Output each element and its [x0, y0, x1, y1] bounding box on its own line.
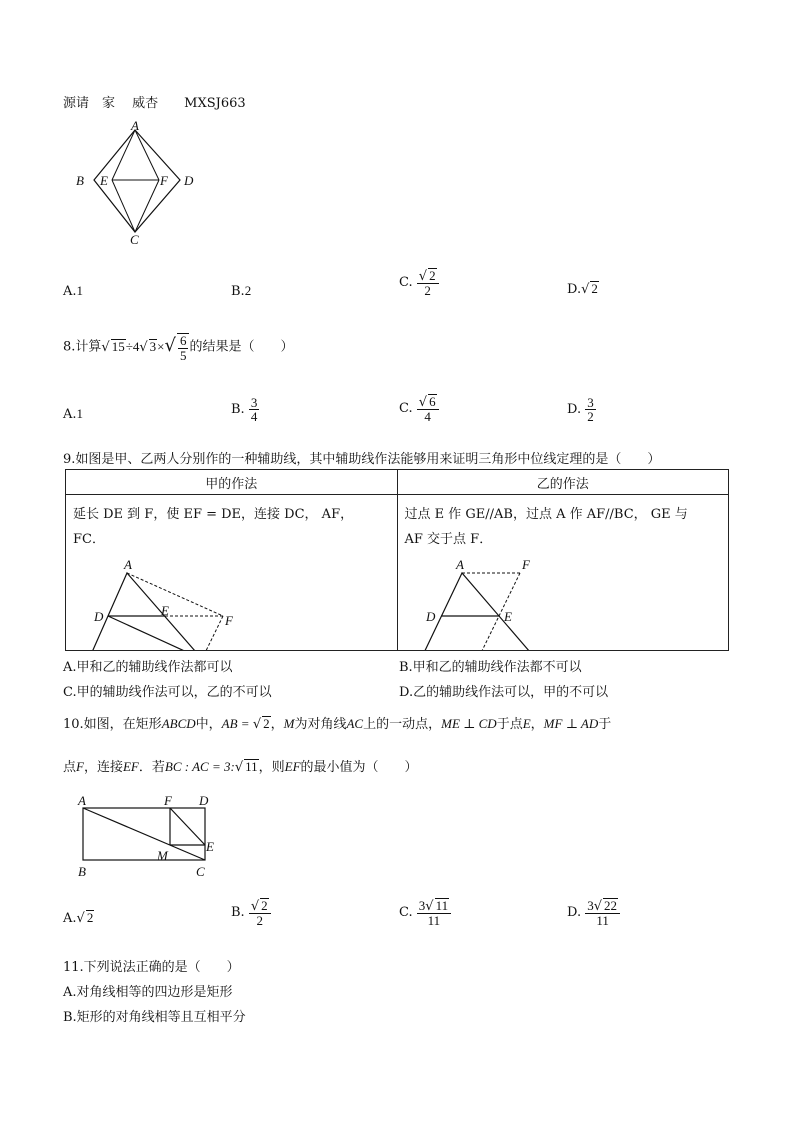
header-text: 源请 家 威杏 MXSJ663 [63, 96, 246, 111]
q10-option-d[interactable]: D. $\frac{3√ 22}{11}$ [567, 898, 620, 927]
q10-label-a: A [78, 794, 86, 808]
q9-stem: 9.如图是甲、乙两人分别作的一种辅助线，其中辅助线作法能够用来证明三角形中位线定理的是（ ） [63, 452, 661, 467]
q10-label-m: M [157, 848, 168, 863]
q8-option-a[interactable]: A.1 [63, 406, 84, 422]
q9-col2-text2: AF 交于点 F． [404, 532, 493, 547]
q9-option-a[interactable]: A.甲和乙的辅助线作法都可以 [63, 660, 233, 675]
q9-col1-cell [66, 495, 398, 651]
q9-yi-label-e: E [503, 609, 512, 624]
q10-label-e: E [206, 839, 214, 854]
q9-jia-label-d: D [94, 609, 104, 624]
q9-jia-label-e: E [161, 603, 169, 618]
q9-jia-label-f: F [225, 613, 233, 628]
q7-label-f: F [160, 173, 168, 188]
q10-option-b[interactable]: B. $\frac{√ 2}{2}$ [231, 898, 271, 927]
q9-col1-text: 延长 DE 到 F，使 EF = DE，连接 DC， AF， [73, 507, 354, 522]
q10-stem-line2: 点F，连接EF．若BC : AC = 3:√ 11，则EF的最小值为（ ） [63, 759, 418, 775]
q9-figure-jia [80, 555, 250, 650]
q8-stem: 8.计算√ 15÷4√ 3×√ $\frac{6}{5}$ 的结果是（ ） [63, 333, 294, 363]
q9-col1-title: 甲的作法 [66, 470, 398, 495]
q10-rectangle-figure [74, 794, 224, 884]
q7-option-b[interactable]: B.2 [231, 283, 252, 299]
q7-option-d[interactable]: D.√ 2 [567, 281, 598, 297]
q9-option-c[interactable]: C.甲的辅助线作法可以，乙的不可以 [63, 685, 272, 700]
q7-rhombus-figure [72, 118, 202, 246]
q7-label-e: E [100, 173, 108, 188]
q11-option-b[interactable]: B.矩形的对角线相等且互相平分 [63, 1010, 246, 1025]
q10-option-c[interactable]: C. $\frac{3√ 11}{11}$ [399, 898, 451, 927]
q7-option-a[interactable]: A.1 [63, 283, 84, 299]
q11-stem: 11.下列说法正确的是（ ） [63, 960, 240, 975]
q7-option-c[interactable]: C. $\frac{√ 2}{2}$ [399, 268, 439, 297]
q10-option-a[interactable]: A.√ 2 [63, 910, 94, 926]
q7-label-b: B [76, 173, 84, 188]
q9-yi-label-d: D [425, 609, 435, 624]
q10-label-d: D [199, 794, 209, 808]
q9-option-d[interactable]: D.乙的辅助线作法可以，甲的不可以 [399, 685, 609, 700]
q8-option-d[interactable]: D. $\frac{3}{2}$ [567, 395, 594, 424]
q10-label-b: B [78, 864, 86, 879]
q9-option-b[interactable]: B.甲和乙的辅助线作法都不可以 [399, 660, 582, 675]
q9-yi-label-a: A [455, 557, 464, 572]
q8-option-b[interactable]: B. $\frac{3}{4}$ [231, 395, 258, 424]
q10-label-c: C [196, 864, 205, 879]
q7-label-c: C [130, 232, 139, 246]
q9-jia-label-a: A [124, 557, 132, 572]
q7-label-a: A [131, 118, 139, 133]
q7-label-d: D [184, 173, 194, 188]
q10-label-f: F [164, 794, 172, 808]
q9-col2-text: 过点 E 作 GE//AB，过点 A 作 AF//BC， GE 与 [404, 507, 688, 522]
q9-comparison-table [65, 469, 729, 651]
q9-col1-text2: FC． [73, 532, 105, 547]
q9-col2-title: 乙的作法 [397, 470, 729, 495]
q9-col2-cell [397, 495, 729, 651]
q11-option-a[interactable]: A.对角线相等的四边形是矩形 [63, 985, 233, 1000]
q8-option-c[interactable]: C. $\frac{√ 6}{4}$ [399, 394, 439, 423]
q10-stem-line1: 10.如图，在矩形ABCD中，AB = √ 2，M为对角线AC上的一动点，ME ⊥ CD于点E，MF ⊥ AD于 [63, 716, 612, 732]
q9-yi-label-f: F [521, 557, 530, 572]
q9-figure-yi [412, 555, 582, 650]
